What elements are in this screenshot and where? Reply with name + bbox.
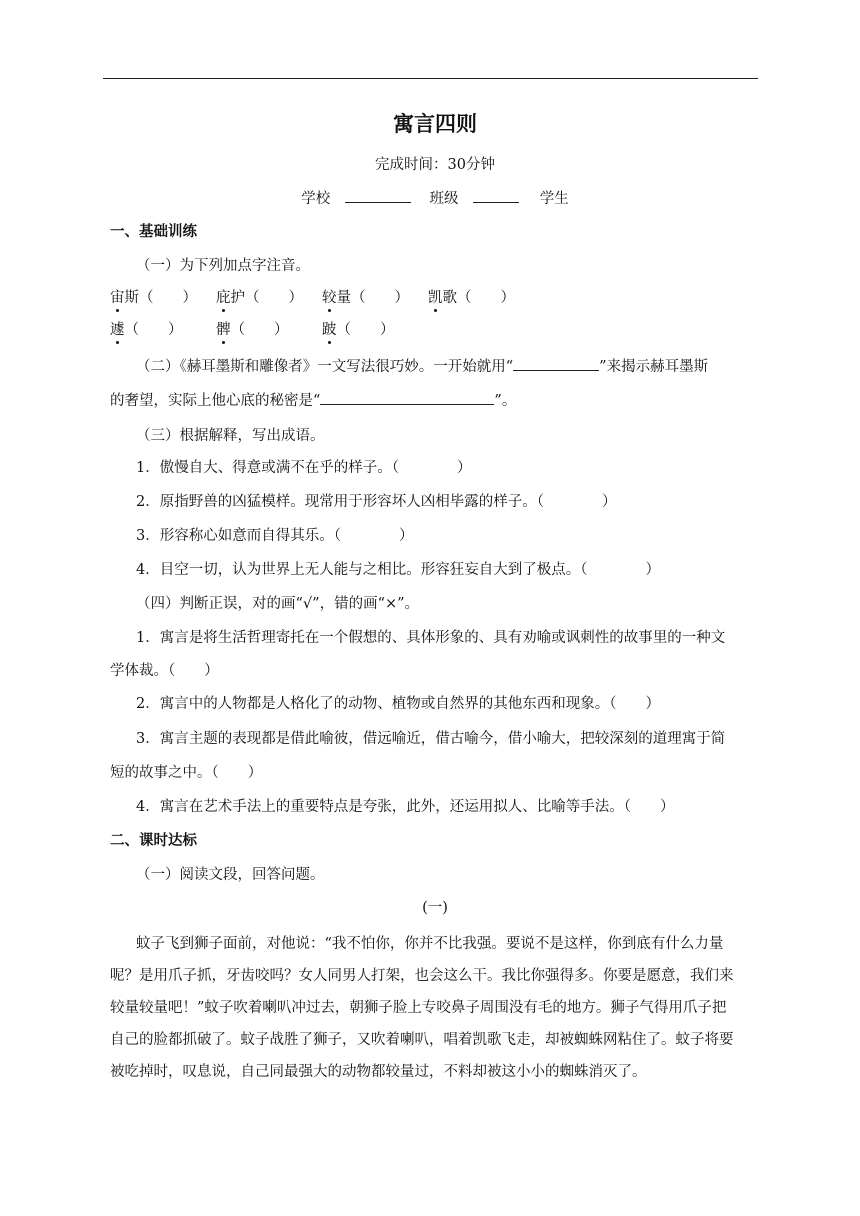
q1-heading: （一）为下列加点字注音。: [136, 258, 310, 274]
pinyin-item: 庇护（ ）: [216, 290, 303, 306]
student-info-row: [110, 188, 760, 209]
header-rule: [103, 78, 758, 79]
passage-line: 呢？是用爪子抓，牙齿咬吗？女人同男人打架，也会这么干。我比你强得多。你要是愿意，我们来: [110, 968, 734, 984]
pinyin-row-1: [110, 288, 515, 308]
q2-line-2: 的奢望，实际上他心底的秘密是“ ”。: [110, 390, 516, 411]
pinyin-row-2: [110, 320, 395, 340]
q4-item-2: 2．寓言中的人物都是人格化了的动物、植物或自然界的其他东西和现象。（ ）: [136, 696, 660, 712]
class-field[interactable]: [473, 188, 519, 203]
q4-item-1-line-1: 1．寓言是将生活哲理寄托在一个假想的、具体形象的、具有劝喻或讽刺性的故事里的一种文: [136, 630, 726, 646]
passage-line: 自己的脸都抓破了。蚊子战胜了狮子，又吹着喇叭，唱着凯歌飞走，却被蜘蛛网粘住了。蚊子将要: [110, 1032, 734, 1048]
pinyin-item: 髀（ ）: [216, 322, 289, 338]
completion-time: 完成时间：30分钟: [375, 157, 495, 173]
q3-item: 1．傲慢自大、得意或满不在乎的样子。（ ）: [136, 460, 472, 476]
school-label: 学校: [301, 191, 331, 207]
school-field[interactable]: [345, 188, 411, 203]
q2-blank-1[interactable]: [513, 356, 599, 371]
q4-heading: （四）判断正误，对的画“√”，错的画“×”。: [136, 596, 420, 612]
passage-line: 较量较量吧！”蚊子吹着喇叭冲过去，朝狮子脸上专咬鼻子周围没有毛的地方。狮子气得用爪子把: [110, 1000, 727, 1016]
q4-item-3-line-2: 短的故事之中。（ ）: [110, 765, 263, 781]
passage-line: 被吃掉时，叹息说，自己同最强大的动物都较量过，不料却被这小小的蜘蛛消灭了。: [110, 1064, 647, 1080]
pinyin-item: 较量（ ）: [322, 290, 409, 306]
page-title: 寓言四则: [393, 112, 477, 136]
q4-item-4: 4．寓言在艺术手法上的重要特点是夸张，此外，还运用拟人、比喻等手法。（ ）: [136, 799, 675, 815]
pinyin-item: 遽（ ）: [110, 322, 183, 338]
reading-passage: [110, 928, 760, 1088]
passage-line: 蚊子飞到狮子面前，对他说：“我不怕你，你并不比我强。要说不是这样，你到底有什么力量: [136, 936, 724, 952]
q3-item: 3．形容称心如意而自得其乐。（ ）: [136, 528, 414, 544]
class-label: 班级: [429, 191, 459, 207]
q3-item: 2．原指野兽的凶猛模样。现常用于形容坏人凶相毕露的样子。（ ）: [136, 494, 617, 510]
q2-line-1: （二）《赫耳墨斯和雕像者》一文写法很巧妙。一开始就用“ ”来揭示赫耳墨斯: [110, 356, 708, 377]
passage-number: (一): [422, 900, 448, 916]
student-label: 学生: [539, 191, 569, 207]
pinyin-item: 宙斯（ ）: [110, 290, 197, 306]
q2-blank-2[interactable]: [320, 390, 494, 405]
q4-item-3-line-1: 3．寓言主题的表现都是借此喻彼，借远喻近，借古喻今，借小喻大，把较深刻的道理寓于简: [136, 731, 726, 747]
pinyin-item: 凯歌（ ）: [428, 290, 515, 306]
reading-heading: （一）阅读文段，回答问题。: [136, 867, 325, 883]
section-2-heading: 二、课时达标: [110, 833, 197, 849]
q3-heading: （三）根据解释，写出成语。: [136, 428, 325, 444]
q3-item: 4．目空一切，认为世界上无人能与之相比。形容狂妄自大到了极点。（ ）: [136, 562, 660, 578]
section-1-heading: 一、基础训练: [110, 224, 197, 240]
q4-item-1-line-2: 学体裁。（ ）: [110, 663, 219, 679]
pinyin-item: 跛（ ）: [322, 322, 395, 338]
